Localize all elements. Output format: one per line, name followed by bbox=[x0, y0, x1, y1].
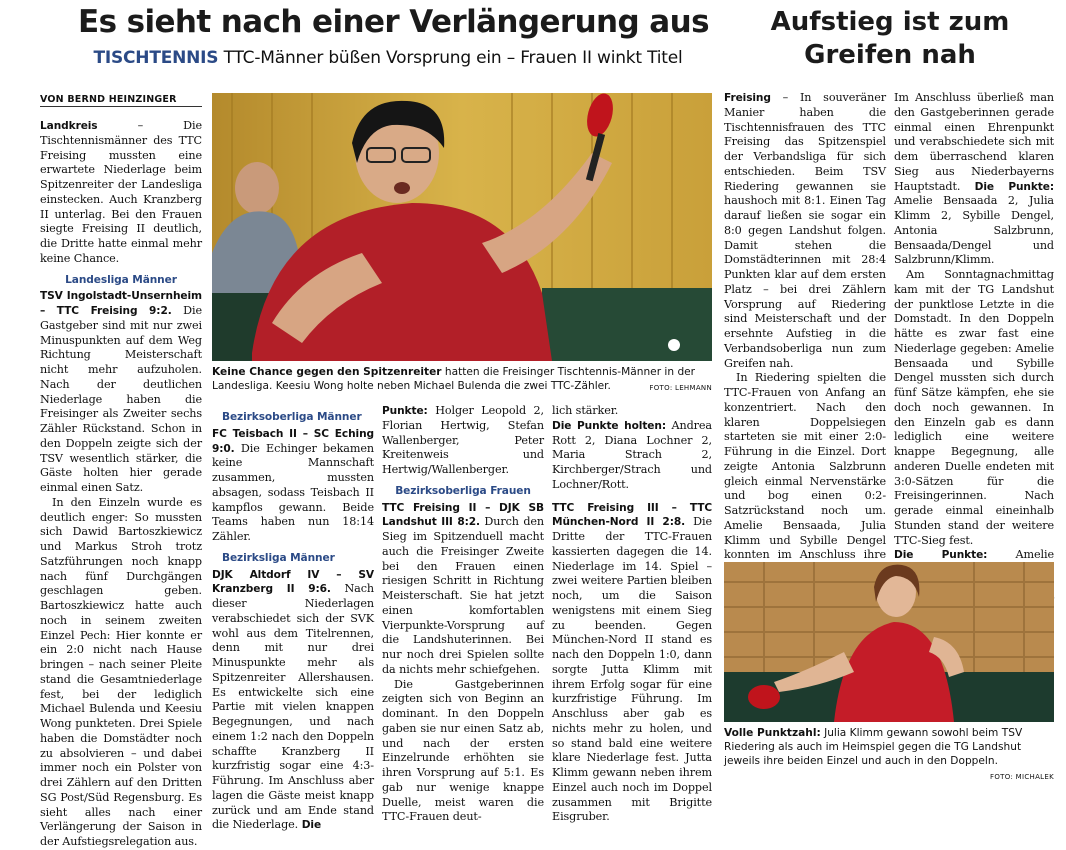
col5-para2: In Riedering spielten die TTC-Frauen von Anfang an konzentriert. Nach den klaren Doppelsiegen starteten sie mit einer 2:0-Führung in die Einzel. Dort zeigte Antonia Salzbrunn gleich einmal Nervenstärke und bog einen 0:2-Satzrückstand noch um. Amelie Bensaada, Julia Klimm und Sybille Dengel konnten im Anschluss ihre bbox=[724, 371, 886, 562]
photo-1-caption-bold: Keine Chance gegen den Spitzenreiter bbox=[212, 366, 442, 378]
column-1 bbox=[40, 119, 202, 850]
col3-para2: Die Gastgeberinnen zeigten sich von Beginn an dominant. In den Doppeln gaben sie nur einen Satz ab, und nach der ersten Einzelrunde erhöhten sie ihren Vorsprung auf 5:1. Es gab nur wenige knappe Duelle, meist waren die TTC-Frauen deut- bbox=[382, 677, 544, 824]
section-bezirksliga-maenner: Bezirksliga Männer bbox=[222, 551, 335, 564]
headline: Es sieht nach einer Verlängerung aus bbox=[78, 4, 709, 40]
points-text-landshut: Amelie bbox=[1015, 548, 1054, 562]
section-bezirksoberliga-frauen: Bezirksoberliga Frauen bbox=[395, 484, 531, 497]
photo-1-caption-text: hatten die Freisinger Tischtennis-Männer in der Landesliga. Keesiu Wong holte neben Michael Bulenda die zwei TTC-Zähler. bbox=[212, 366, 696, 392]
right-headline-line2: Greifen nah bbox=[804, 40, 976, 70]
points-lead-kranzberg: Punkte: bbox=[382, 405, 428, 417]
column-2 bbox=[212, 404, 374, 833]
points-lead-landshut: Die Punkte: bbox=[894, 549, 988, 562]
photo-2-credit: FOTO: MICHALEK bbox=[990, 773, 1054, 781]
match-lead-5: TTC Freising III – TTC München-Nord II 2:8. bbox=[552, 501, 712, 529]
points-text-kranzberg: Holger Leopold 2, Florian Hertwig, Stefan Wallenberger, Peter Kreitenweis und Hertwig/Wallenberger. bbox=[382, 404, 544, 476]
subheadline-text: TTC-Männer büßen Vorsprung ein – Frauen II winkt Titel bbox=[223, 48, 683, 68]
match-text-3: Nach dieser Niederlagen verabschiedet sich der SVK wohl aus dem Titelrennen, denn mit nur drei Minuspunkte mehr als Spitzenreiter Allershausen. Es entwickelte sich eine Partie mit vielen knappen Begegnungen, und nach einem 1:2 nach den Doppeln schaffte Kranzberg II kurzfristig sogar eine 4:3-Führung. Im Anschluss aber lagen die Gäste meist knapp zurück und am Ende stand die Niederlage. bbox=[212, 582, 374, 832]
photo-2-caption bbox=[724, 726, 1054, 784]
col6-para1: Im Anschluss überließ man den Gastgeberinnen gerade einmal einen Ehrenpunkt und verabschiedete sich mit dem überraschend klaren Sieg aus Niederbayerns Hauptstadt. bbox=[894, 91, 1054, 193]
match-text-5: Die Dritte der TTC-Frauen kassierten dagegen die 14. Niederlage im 14. Spiel – zwei weitere Partien bleiben noch, um die Saison wenigstens mit einem Sieg zu beenden. Gegen München-Nord II stand es nach den Doppeln 1:0, dann sorgte Jutta Klimm mit ihrem Erfolg sogar für eine kurzfristige Führung. Im Anschluss aber gab es nichts mehr zu holen, und so stand bald eine weitere klare Niederlage fest. Jutta Klimm gewann neben ihrem Einzel auch noch im Doppel zusammen mit Brigitte Eisgruber. bbox=[552, 515, 712, 824]
points-lead-freising2: Die Punkte holten: bbox=[552, 419, 666, 432]
match-lead-3: DJK Altdorf IV – SV Kranzberg II 9:6. bbox=[212, 568, 374, 596]
photo-1-caption bbox=[212, 365, 712, 395]
intro-text: – Die Tischtennismänner des TTC Freising mussten eine erwartete Niederlage beim Spitzenreiter der Landesliga einstecken. Auch Kranzberg II unterlag. Bei den Frauen siegte Freising II deutlich, die Dritte hatte einmal mehr keine Chance. bbox=[40, 119, 202, 265]
match-lead-2: FC Teisbach II – SC Eching 9:0. bbox=[212, 427, 374, 455]
photo-2-image bbox=[724, 562, 1054, 722]
section-landesliga: Landesliga Männer bbox=[65, 273, 177, 286]
match-text-4: Durch den Sieg im Spitzenduell macht auch die Freisinger Zweite bei den Frauen einen riesigen Schritt in Richtung Meisterschaft. Sie hat jetzt einen komfortablen Vierpunkte-Vorsprung auf die Landshuterinnen. Bei nur noch drei Spielen sollte da nichts mehr schiefgehen. bbox=[382, 515, 545, 676]
col5-lead: Freising bbox=[724, 92, 771, 104]
right-headline bbox=[720, 6, 1060, 72]
column-5 bbox=[724, 91, 886, 637]
column-4 bbox=[552, 404, 712, 825]
col5-text: – In souveräner Manier haben die Tischtennisfrauen des TTC Freising das Spitzenspiel der Verbandsliga für sich entschieden. Beim TSV Riedering gewannen sie haushoch mit 8:1. Einen Tag darauf ließen sie sogar ein 8:0 gegen Landshut folgen. Damit stehen die Domstädterinnen mit 28:4 Punkten klar auf dem ersten Platz – bei drei Zählern Vorsprung auf Riedering sind Meisterschaft und der ersehnte Aufstieg in die Verbandsoberliga nun zum Greifen nah. bbox=[724, 91, 886, 370]
points-text-freising2: Andrea Rott 2, Diana Lochner 2, Maria Strach 2, Kirchberger/Strach und Lochner/Rott. bbox=[552, 418, 712, 491]
match-text-2: Die Echinger bekamen keine Mannschaft zusammen, mussten absagen, sodass Teisbach II kampflos gewann. Beide Teams haben nun 18:14 Zähler. bbox=[212, 441, 374, 543]
points-lead-riedering: Die Punkte: bbox=[960, 180, 1054, 193]
column-3 bbox=[382, 404, 544, 825]
match-text-1: Die Gastgeber sind mit nur zwei Minuspunkten auf dem Weg Richtung Meisterschaft nicht mehr aufzuholen. Nach der deutlichen Niederlage haben die Freisinger als Zweiter sechs Zähler Rückstand. Schon in den Doppeln zeigte sich der TSV wesentlich stärker, die Gäste holten hier gerade einmal einen Satz. bbox=[40, 304, 202, 494]
photo-table-tennis-woman bbox=[724, 562, 1054, 722]
column-6 bbox=[894, 91, 1054, 637]
right-headline-line1: Aufstieg ist zum bbox=[770, 7, 1010, 37]
photo-2-caption-text: Julia Klimm gewann sowohl beim TSV Riedering als auch im Heimspiel gegen die TG Landshut jeweils ihre beiden Einzel und auch in den Doppeln. bbox=[724, 727, 1023, 767]
photo-table-tennis-man bbox=[212, 93, 712, 361]
match-lead-1: TSV Ingolstadt-Unsernheim – TTC Freising 9:2. bbox=[40, 290, 202, 317]
kicker: TISCHTENNIS bbox=[93, 48, 219, 68]
section-bezirksoberliga-maenner: Bezirksoberliga Männer bbox=[222, 411, 362, 423]
photo-1-credit: FOTO: LEHMANN bbox=[649, 384, 712, 392]
intro-lead: Landkreis bbox=[40, 120, 98, 132]
photo-1-image bbox=[212, 93, 712, 361]
col2-tail: Die bbox=[298, 819, 322, 832]
col6-para2: Am Sonntagnachmittag kam mit der TG Landshut der punktlose Letzte in die Domstadt. In den Doppeln hätte es zwar fast eine Niederlage gegeben: Amelie Bensaada und Sybille Dengel mussten sich durch fünf Sätze kämpfen, ehe sie doch noch gewannen. In den Einzeln gab es dann lediglich eine weitere knappe Begegnung, alle anderen Duelle endeten mit 3:0-Sätzen für die Freisingerinnen. Nach gerade einmal eineinhalb Stunden stand der weitere TTC-Sieg fest. bbox=[894, 268, 1054, 547]
subheadline bbox=[78, 48, 698, 68]
col1-para2: In den Einzeln wurde es deutlich enger: So mussten sich Dawid Bartoszkiewicz und Markus Stroh trotz Satzführungen noch knapp nach fünf Durchgängen geschlagen geben. Bartoszkiewicz hatte auch noch in seinem zweiten Einzel Pech: Hier konnte er ein 2:0 nicht nach Hause bringen – nach seiner Pleite stand die Gesamtniederlage fest, bei der lediglich Michael Bulenda und Keesiu Wong punkteten. Drei Spiele haben die Domstädter noch zu absolvieren – und dabei immer noch ein Polster von drei Zählern auf den Dritten SG Post/Süd Regensburg. Es sieht alles nach einer Verlängerung der Saison in der Aufstiegsrelegation aus. bbox=[40, 495, 202, 848]
points-text-riedering: Amelie Bensaada 2, Julia Klimm 2, Sybille Dengel, Antonia Salzbrunn, Bensaada/Dengel und Salzbrunn/Klimm. bbox=[894, 194, 1054, 267]
byline-rule bbox=[40, 106, 202, 107]
photo-2-caption-bold: Volle Punktzahl: bbox=[724, 727, 821, 739]
col4-cont: lich stärker. bbox=[552, 404, 619, 417]
match-lead-4: TTC Freising II – DJK SB Landshut III 8:2. bbox=[382, 501, 544, 529]
byline: VON BERND HEINZINGER bbox=[40, 94, 177, 105]
